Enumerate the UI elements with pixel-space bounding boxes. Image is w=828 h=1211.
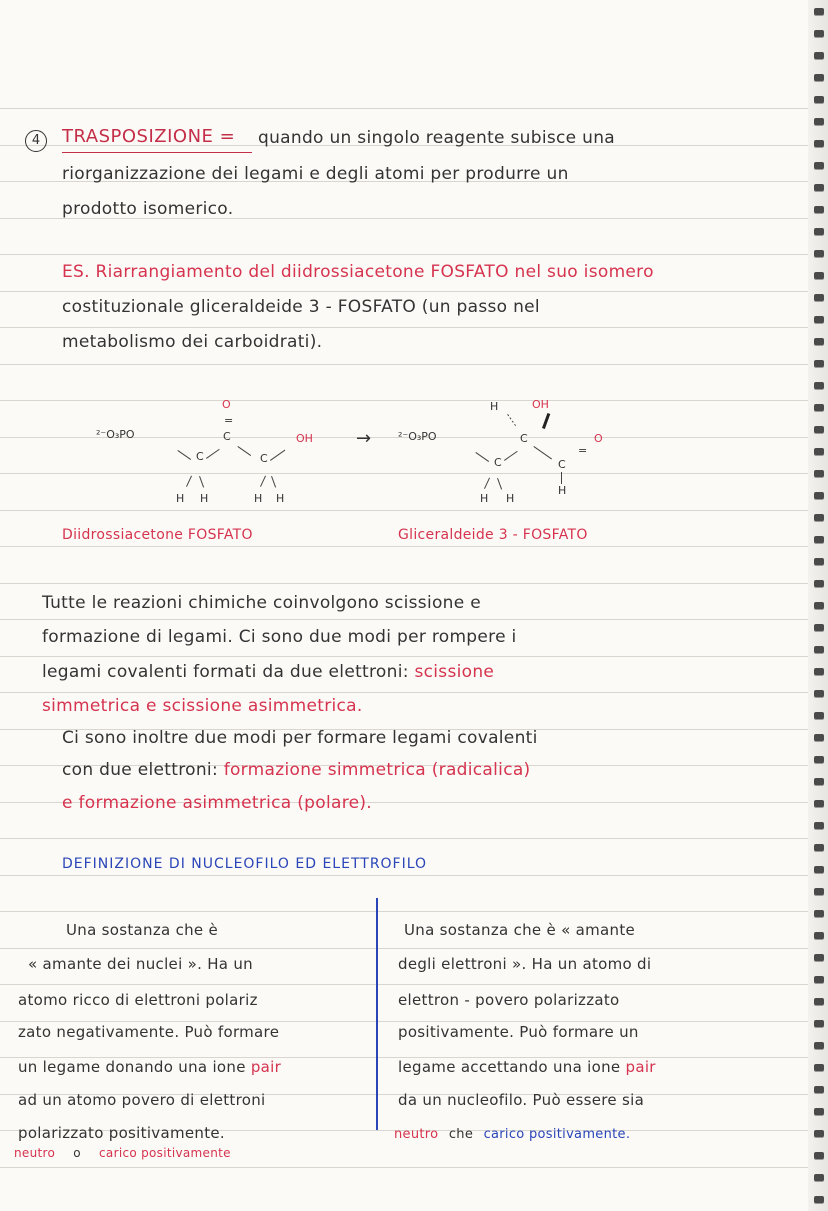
atom-o-carbonyl: O (222, 398, 231, 411)
reactant-label: Diidrossiacetone FOSFATO (62, 527, 253, 543)
atom-c-carbonyl: C (223, 430, 231, 443)
elettrofilo-line: Una sostanza che è « amante (404, 921, 636, 939)
bond (270, 450, 285, 461)
paragraph-line-1: Tutte le reazioni chimiche coinvolgono scissione e (42, 593, 481, 613)
atom-h: H (254, 492, 263, 505)
bond (504, 451, 518, 461)
elettrofilo-line: degli elettroni ». Ha un atomo di (398, 955, 652, 973)
bond (177, 450, 191, 460)
example-line-3: metabolismo dei carboidrati). (62, 332, 323, 352)
bond (533, 446, 552, 460)
paragraph-line-4: simmetrica e scissione asimmetrica. (42, 696, 363, 716)
double-bond: = (578, 444, 588, 457)
paragraph-text: legami covalenti formati da due elettroni: (42, 662, 409, 682)
nucleofilo-text: un legame donando una ione (18, 1058, 246, 1076)
nucleofilo-line: atomo ricco di elettroni polariz (18, 991, 258, 1009)
paragraph-line-7: e formazione asimmetrica (polare). (62, 793, 372, 813)
bond (260, 475, 266, 486)
bond (186, 475, 192, 486)
elettrofilo-line: da un nucleofilo. Può essere sia (398, 1091, 645, 1109)
hydroxyl-group: OH (296, 432, 313, 445)
elettrofilo-line: positivamente. Può formare un (398, 1023, 639, 1041)
hashed-bond (507, 414, 517, 428)
highlight-text: scissione (414, 662, 495, 682)
wedge-bond (542, 413, 550, 429)
elettrofilo-text: legame accettando una ione (398, 1058, 621, 1076)
bond (271, 476, 276, 488)
title-underline (62, 152, 252, 153)
paragraph-line-3 (42, 662, 494, 682)
pair-note: pair (250, 1058, 282, 1076)
example-line-1: ES. Riarrangiamento del diidrossiacetone FOSFATO nel suo isomero (62, 262, 654, 282)
product-label: Gliceraldeide 3 - FOSFATO (398, 527, 588, 543)
atom-c-chiral: C (520, 432, 528, 445)
paragraph-line-6 (62, 760, 531, 780)
atom-c-aldehyde: C (558, 458, 566, 471)
bond (497, 478, 502, 490)
definition-line-2: riorganizzazione dei legami e degli atomi per produrre un (62, 164, 569, 184)
hydroxyl-group: OH (532, 398, 549, 411)
pair-note: pair (625, 1058, 656, 1076)
definitions-heading: DEFINIZIONE DI NUCLEOFILO ED ELETTROFILO (62, 856, 428, 872)
atom-h: H (480, 492, 489, 505)
nucleofilo-line: « amante dei nuclei ». Ha un (28, 955, 253, 973)
definition-line-1: quando un singolo reagente subisce una (258, 128, 616, 148)
positive-charge-label: carico positivamente (99, 1146, 231, 1160)
connector-word: o (73, 1146, 81, 1160)
atom-h: H (276, 492, 285, 505)
atom-c-left: C (196, 450, 204, 463)
bond (475, 452, 489, 462)
paragraph-text: con due elettroni: (62, 760, 218, 780)
example-line-2: costituzionale gliceraldeide 3 - FOSFATO (un passo nel (62, 297, 540, 317)
bond (484, 477, 490, 488)
bond (561, 472, 562, 484)
bond (199, 476, 204, 488)
atom-h: H (176, 492, 185, 505)
elettrofilo-line: elettron - povero polarizzato (398, 991, 620, 1009)
atom-c-left: C (494, 456, 502, 469)
paragraph-line-5: Ci sono inoltre due modi per formare legami covalenti (62, 728, 538, 748)
reaction-arrow: → (356, 428, 372, 449)
section-title: TRASPOSIZIONE = (62, 126, 236, 147)
positive-charge-label: carico positivamente. (483, 1127, 631, 1142)
bond (237, 446, 251, 456)
nucleofilo-line: Una sostanza che è (66, 921, 219, 939)
atom-h: H (558, 484, 567, 497)
section-number-badge: 4 (25, 130, 47, 152)
atom-c-right: C (260, 452, 268, 465)
connector-word: che (448, 1127, 474, 1142)
double-bond: = (224, 414, 234, 427)
atom-o-aldehyde: O (594, 432, 603, 445)
nucleofilo-line: zato negativamente. Può formare (18, 1023, 280, 1041)
nucleofilo-charge-note (14, 1146, 231, 1160)
neutral-label: neutro (394, 1127, 439, 1142)
elettrofilo-line (398, 1058, 656, 1076)
nucleofilo-line: ad un atomo povero di elettroni (18, 1091, 266, 1109)
phosphate-group: ²⁻O₃PO (96, 428, 135, 441)
phosphate-group: ²⁻O₃PO (398, 430, 437, 443)
highlight-text: formazione simmetrica (radicalica) (223, 760, 531, 780)
neutral-label: neutro (14, 1146, 56, 1160)
column-divider (376, 898, 378, 1130)
bond (206, 449, 220, 459)
elettrofilo-charge-note (394, 1127, 630, 1142)
paragraph-line-2: formazione di legami. Ci sono due modi per rompere i (42, 627, 517, 647)
atom-h: H (506, 492, 515, 505)
atom-h: H (490, 400, 499, 413)
definition-line-3: prodotto isomerico. (62, 199, 234, 219)
nucleofilo-line (18, 1058, 281, 1076)
atom-h: H (200, 492, 209, 505)
nucleofilo-line: polarizzato positivamente. (18, 1124, 225, 1142)
